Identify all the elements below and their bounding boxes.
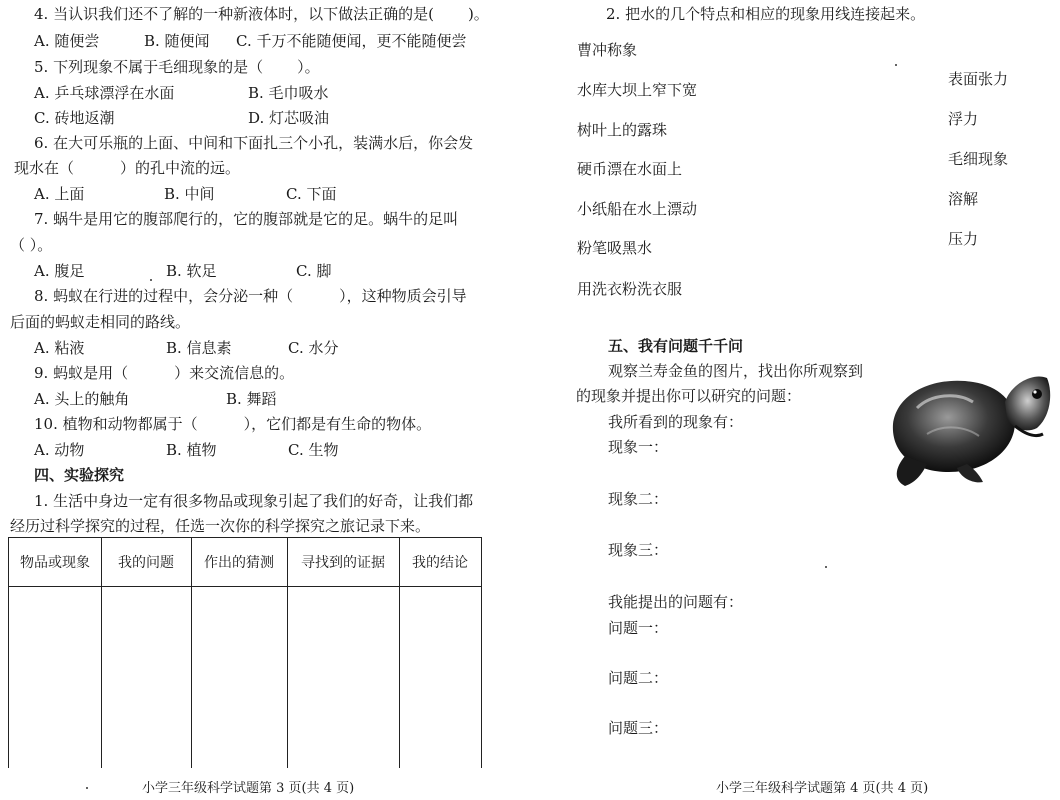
water-property-item: 表面张力 xyxy=(948,70,1009,88)
question-7-line1: 7. 蜗牛是用它的腹部爬行的，它的腹部就是它的足。蜗牛的足叫 xyxy=(34,210,459,228)
question-4-options: A. 随便尝 B. 随便闻 C. 千万不能随便闻，更不能随便尝 xyxy=(34,32,467,50)
question-5-options-row1: A. 乒乓球漂浮在水面 B. 毛巾吸水 xyxy=(34,84,329,102)
question-4-stem: 4. 当认识我们还不了解的一种新液体时，以下做法正确的是( )。 xyxy=(34,5,489,23)
table-header-cell: 我的结论 xyxy=(412,555,468,571)
observe-instruction-line1: 观察兰寿金鱼的图片，找出你所观察到 xyxy=(608,362,864,380)
question-9-stem: 9. 蚂蚁是用（ ）来交流信息的。 xyxy=(34,364,295,382)
question-6-line2: 现水在（ ）的孔中流的远。 xyxy=(14,159,241,177)
goldfish-photo xyxy=(887,364,1053,490)
question-9-options: A. 头上的触角 B. 舞蹈 xyxy=(34,390,277,408)
matching-question-title: 2. 把水的几个特点和相应的现象用线连接起来。 xyxy=(606,5,926,23)
phenomenon-item: 粉笔吸黑水 xyxy=(577,239,653,257)
question-6-line1: 6. 在大可乐瓶的上面、中间和下面扎三个小孔，装满水后，你会发 xyxy=(34,134,474,152)
water-property-item: 浮力 xyxy=(948,110,979,128)
question-2-label: 问题二： xyxy=(608,669,669,687)
water-property-item: 毛细现象 xyxy=(948,150,1009,168)
question-8-line1: 8. 蚂蚁在行进的过程中，会分泌一种（ ），这种物质会引导 xyxy=(34,287,467,305)
question-8-options: A. 粘液 B. 信息素 C. 水分 xyxy=(34,339,339,357)
section-5-title: 五、我有问题千千问 xyxy=(608,337,744,355)
inquiry-record-table xyxy=(8,537,482,768)
phenomenon-1-label: 现象一： xyxy=(608,438,669,456)
question-7-line2: （ ）。 xyxy=(10,236,53,254)
phenomenon-item: 水库大坝上窄下宽 xyxy=(577,81,698,99)
question-6-options: A. 上面 B. 中间 C. 下面 xyxy=(34,185,337,203)
experiment-question-line1: 1. 生活中身边一定有很多物品或现象引起了我们的好奇，让我们都 xyxy=(34,492,474,510)
table-header-cell: 寻找到的证据 xyxy=(301,555,385,571)
question-8-line2: 后面的蚂蚁走相同的路线。 xyxy=(10,313,191,331)
observe-instruction-line2: 的现象并提出你可以研究的问题： xyxy=(576,387,802,405)
right-page xyxy=(530,0,1060,800)
water-property-item: 溶解 xyxy=(948,190,979,208)
phenomenon-item: 树叶上的露珠 xyxy=(577,121,668,139)
observed-label: 我所看到的现象有： xyxy=(608,413,744,431)
question-5-stem: 5. 下列现象不属于毛细现象的是（ ）。 xyxy=(34,58,320,76)
question-10-options: A. 动物 B. 植物 C. 生物 xyxy=(34,441,339,459)
phenomenon-item: 曹冲称象 xyxy=(577,41,638,59)
question-3-label: 问题三： xyxy=(608,719,669,737)
phenomenon-item: 硬币漂在水面上 xyxy=(577,160,683,178)
question-10-stem: 10. 植物和动物都属于（ ），它们都是有生命的物体。 xyxy=(34,415,432,433)
questions-label: 我能提出的问题有： xyxy=(608,593,744,611)
phenomenon-2-label: 现象二： xyxy=(608,490,669,508)
phenomenon-item: 用洗衣粉洗衣服 xyxy=(577,280,683,298)
page-footer-left: 小学三年级科学试题第 3 页(共 4 页) xyxy=(142,781,355,796)
question-1-label: 问题一： xyxy=(608,619,669,637)
table-header-cell: 我的问题 xyxy=(118,555,174,571)
section-4-title: 四、实验探究 xyxy=(34,466,125,484)
table-header-cell: 作出的猜测 xyxy=(204,555,274,571)
question-7-options: A. 腹足 B. 软足 C. 脚 xyxy=(34,262,332,280)
phenomenon-item: 小纸船在水上漂动 xyxy=(577,200,698,218)
table-header-cell: 物品或现象 xyxy=(20,555,90,571)
page-footer-right: 小学三年级科学试题第 4 页(共 4 页) xyxy=(716,781,929,796)
phenomenon-3-label: 现象三： xyxy=(608,541,669,559)
experiment-question-line2: 经历过科学探究的过程，任选一次你的科学探究之旅记录下来。 xyxy=(10,517,431,535)
question-5-options-row2: C. 砖地返潮 D. 灯芯吸油 xyxy=(34,109,330,127)
water-property-item: 压力 xyxy=(948,230,979,248)
